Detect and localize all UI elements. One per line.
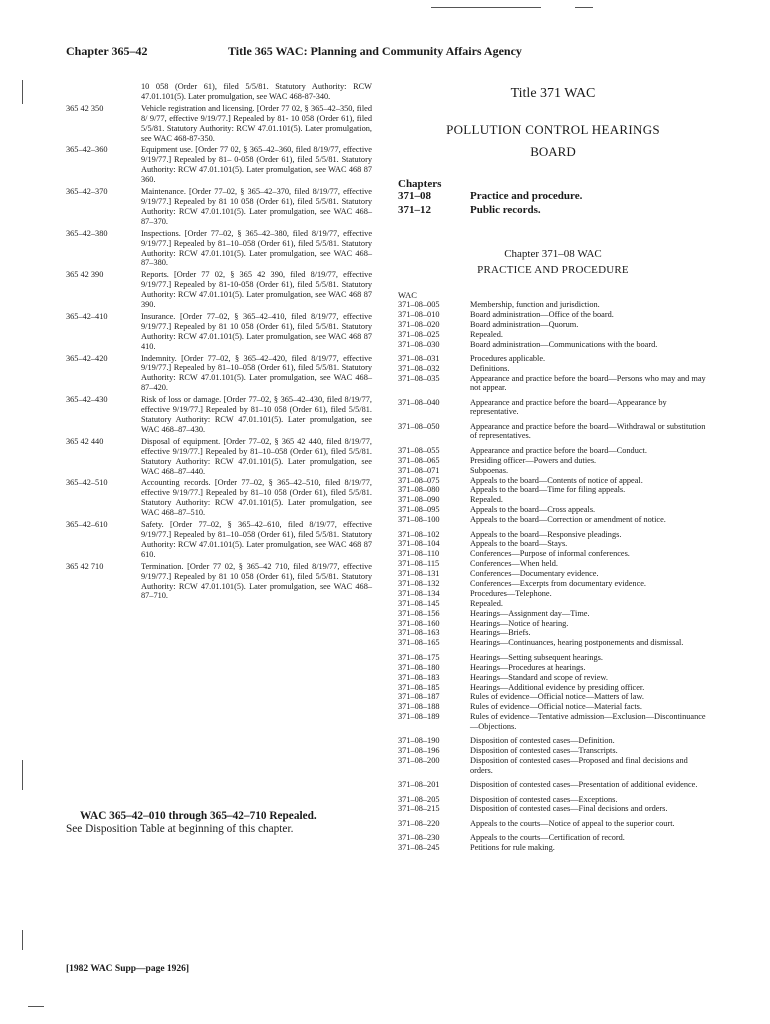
toc-section-title: Hearings—Additional evidence by presiding officer. xyxy=(470,682,645,692)
toc-section-number: 371–08–095 xyxy=(398,505,440,515)
section-text: Equipment use. [Order 77 02, § 365–42–360, filed 8/19/77, effective 9/19/77.] Repealed by 81– 0-058 (Order 61), filed 5/5/81. Statutory Authority: RCW 47.01.101(5). Later promulgation, see WAC 468 87 360. xyxy=(141,145,372,185)
section-entry xyxy=(66,187,372,227)
toc-section-title: Appeals to the courts—Notice of appeal to the superior court. xyxy=(470,818,675,828)
toc-section-title: Appearance and practice before the board—Persons who may and may not appear. xyxy=(470,373,706,393)
toc-section-title: Disposition of contested cases—Exceptions. xyxy=(470,794,618,804)
toc-section-title: Hearings—Assignment day—Time. xyxy=(470,608,590,618)
section-entry xyxy=(66,395,372,435)
toc-row xyxy=(398,683,708,693)
toc-list xyxy=(398,300,708,853)
toc-row xyxy=(398,780,708,790)
toc-section-number: 371–08–205 xyxy=(398,794,440,804)
toc-row xyxy=(398,736,708,746)
section-number: 365 42 710 xyxy=(66,561,104,571)
section-text: Indemnity. [Order 77–02, § 365–42–420, filed 8/19/77, effective 9/19/77.] Repealed by 81–10–058 (Order 61), filed 5/5/81. Statutory Authority: RCW 47.01.101(5). Later promulgation, see WAC 468–87–420. xyxy=(141,353,372,393)
repealed-note-text: See Disposition Table at beginning of this chapter. xyxy=(66,823,294,835)
section-entry xyxy=(66,312,372,352)
toc-section-title: Conferences—Documentary evidence. xyxy=(470,569,599,579)
toc-section-title: Hearings—Continuances, hearing postponements and dismissal. xyxy=(470,638,684,648)
toc-section-number: 371–08–065 xyxy=(398,455,440,465)
section-text: Disposal of equipment. [Order 77–02, § 365 42 440, filed 8/19/77, effective 9/19/77.] Repealed by 81–10–058 (Order 61), filed 5/5/81. Statutory Authority: RCW 47.01.101(5). Later promulgation, see WAC 468–87–440. xyxy=(141,436,372,476)
toc-section-title: Appeals to the board—Stays. xyxy=(470,539,568,549)
scan-artifact xyxy=(22,760,23,790)
title-heading: Title 371 WAC xyxy=(510,86,596,101)
toc-section-number: 371–08–180 xyxy=(398,662,440,672)
toc-section-title: Disposition of contested cases—Proposed and final decisions and orders. xyxy=(470,756,688,775)
toc-section-title: Hearings—Procedures at hearings. xyxy=(470,662,586,672)
toc-row xyxy=(398,569,708,579)
toc-row xyxy=(398,712,708,731)
toc-section-number: 371–08–025 xyxy=(398,329,440,339)
toc-section-title: Board administration—Communications with the board. xyxy=(470,339,658,349)
section-number: 365–42–360 xyxy=(66,145,108,155)
toc-row xyxy=(398,330,708,340)
toc-section-title: Disposition of contested cases—Presentation of additional evidence. xyxy=(470,780,698,789)
section-text: Vehicle registration and licensing. [Order 77 02, § 365–42–350, filed 8/ 9/77, effective 9/19/77.] Repealed by 81- 10 058 (Order 61), filed 5/5/81. Statutory Authority: RCW 47.01.101(5). Later promulgation, see WAC 468-87-350. xyxy=(141,103,372,143)
toc-section-number: 371–08–134 xyxy=(398,588,440,598)
toc-section-number: 371–08–183 xyxy=(398,672,440,682)
section-number: 365–42–380 xyxy=(66,228,108,238)
toc-section-title: Board administration—Quorum. xyxy=(470,319,579,329)
toc-row xyxy=(398,804,708,814)
section-entry xyxy=(66,354,372,394)
toc-section-title: Conferences—Purpose of informal conferences. xyxy=(470,549,630,559)
section-number: 365 42 350 xyxy=(66,103,104,113)
toc-section-number: 371–08–031 xyxy=(398,354,440,364)
toc-section-title: Hearings—Briefs. xyxy=(470,628,531,638)
toc-row xyxy=(398,692,708,702)
toc-row xyxy=(398,609,708,619)
scan-artifact xyxy=(575,7,593,8)
toc-row xyxy=(398,340,708,350)
toc-row xyxy=(398,422,708,441)
toc-section-number: 371–08–156 xyxy=(398,608,440,618)
toc-section-title: Appeals to the board—Correction or amendment of notice. xyxy=(470,515,666,525)
toc-section-title: Appeals to the board—Contents of notice of appeal. xyxy=(470,475,643,485)
toc-section-number: 371–08–187 xyxy=(398,692,440,702)
section-entry xyxy=(66,562,372,602)
toc-section-number: 371–08–131 xyxy=(398,569,440,579)
toc-section-title: Procedures applicable. xyxy=(470,354,546,364)
chapter-name: PRACTICE AND PROCEDURE xyxy=(477,264,629,276)
toc-row xyxy=(398,619,708,629)
toc-row xyxy=(398,485,708,495)
toc-section-number: 371–08–220 xyxy=(398,818,440,828)
toc-row xyxy=(398,702,708,712)
toc-row xyxy=(398,746,708,756)
toc-section-number: 371–08–165 xyxy=(398,638,440,648)
toc-section-title: Disposition of contested cases—Transcripts. xyxy=(470,746,618,756)
header-chapter: Chapter 365–42 xyxy=(66,44,148,58)
toc-row xyxy=(398,653,708,663)
section-entry xyxy=(66,478,372,518)
section-number: 365–42–610 xyxy=(66,520,108,530)
agency-name-line2: BOARD xyxy=(530,144,576,159)
section-number: 365 42 390 xyxy=(66,270,104,280)
right-column xyxy=(398,82,708,853)
toc-section-number: 371–08–100 xyxy=(398,515,440,525)
toc-row xyxy=(398,515,708,525)
toc-section-number: 371–08–189 xyxy=(398,712,440,722)
toc-row xyxy=(398,663,708,673)
section-text: Maintenance. [Order 77–02, § 365–42–370, filed 8/19/77, effective 9/19/77.] Repealed by 81 10 058 (Order 61), filed 5/5/81. Statutory Authority: RCW 47.01.101(5). Later promulgation, see WAC 468–87–370. xyxy=(141,187,372,226)
toc-section-title: Conferences—When held. xyxy=(470,559,559,569)
toc-section-title: Repealed. xyxy=(470,598,503,608)
toc-section-number: 371–08–201 xyxy=(398,780,440,789)
section-entry xyxy=(66,145,372,185)
toc-row xyxy=(398,530,708,540)
toc-section-title: Rules of evidence—Official notice—Matters of law. xyxy=(470,692,644,702)
section-number: 365–42–410 xyxy=(66,311,108,321)
toc-row xyxy=(398,599,708,609)
agency-name-line1: POLLUTION CONTROL HEARINGS xyxy=(446,122,660,137)
toc-row xyxy=(398,476,708,486)
toc-section-number: 371–08–104 xyxy=(398,539,440,549)
section-entry xyxy=(66,520,372,560)
toc-section-number: 371–08–050 xyxy=(398,421,440,431)
toc-row xyxy=(398,320,708,330)
toc-row xyxy=(398,843,708,853)
wac-label: WAC xyxy=(398,290,417,300)
toc-row xyxy=(398,795,708,805)
toc-section-title: Presiding officer—Powers and duties. xyxy=(470,455,597,465)
toc-section-title: Membership, function and jurisdiction. xyxy=(470,300,600,309)
toc-section-number: 371–08–102 xyxy=(398,529,440,539)
toc-section-number: 371–08–010 xyxy=(398,309,440,319)
toc-row xyxy=(398,456,708,466)
toc-section-number: 371–08–230 xyxy=(398,833,440,843)
section-text: Reports. [Order 77 02, § 365 42 390, filed 8/19/77, effective 9/19/77.] Repealed by 81-10-058 (Order 61), filed 5/5/81. Statutory Authority: RCW 47.01.101(5). Later promulgation, see WAC 468 87 390. xyxy=(141,270,372,310)
toc-row xyxy=(398,628,708,638)
section-number: 365–42–420 xyxy=(66,353,108,363)
toc-row xyxy=(398,638,708,648)
toc-section-title: Appeals to the board—Cross appeals. xyxy=(470,505,596,515)
toc-section-number: 371–08–132 xyxy=(398,579,440,589)
toc-section-number: 371–08–075 xyxy=(398,475,440,485)
toc-row xyxy=(398,589,708,599)
toc-section-number: 371–08–196 xyxy=(398,746,440,756)
toc-section-number: 371–08–055 xyxy=(398,445,440,455)
toc-section-title: Hearings—Setting subsequent hearings. xyxy=(470,652,603,662)
chapter-heading: Chapter 371–08 WAC xyxy=(504,248,602,260)
toc-row xyxy=(398,549,708,559)
chapter-number: 371–08 xyxy=(398,190,431,202)
toc-row xyxy=(398,833,708,843)
toc-section-title: Definitions. xyxy=(470,363,510,373)
toc-section-number: 371–08–032 xyxy=(398,363,440,373)
toc-section-title: Appearance and practice before the board—Withdrawal or substitution of representatives. xyxy=(470,421,706,441)
toc-row xyxy=(398,673,708,683)
toc-section-number: 371–08–188 xyxy=(398,702,440,712)
toc-section-number: 371–08–115 xyxy=(398,559,440,569)
toc-row xyxy=(398,310,708,320)
toc-section-number: 371–08–190 xyxy=(398,736,440,746)
toc-row xyxy=(398,579,708,589)
chapter-number: 371–12 xyxy=(398,204,431,216)
section-number: 365–42–510 xyxy=(66,478,108,488)
toc-section-number: 371–08–020 xyxy=(398,319,440,329)
toc-row xyxy=(398,446,708,456)
toc-section-number: 371–08–090 xyxy=(398,495,440,505)
toc-section-title: Repealed. xyxy=(470,495,503,505)
toc-section-number: 371–08–030 xyxy=(398,339,440,349)
chapter-title: Practice and procedure. xyxy=(470,190,583,202)
chapter-title: Public records. xyxy=(470,204,541,216)
section-entry xyxy=(66,82,372,102)
section-number: 365 42 440 xyxy=(66,436,104,446)
section-text: Risk of loss or damage. [Order 77–02, § 365–42–430, filed 8/19/77, effective 9/19/77.] Repealed by 81–10 058 (Order 61), filed 5/5/81. Statutory Authority: RCW 47.01.101(5). Later promulgation, see WAC 468–87–430. xyxy=(141,395,372,434)
toc-section-title: Rules of evidence—Official notice—Material facts. xyxy=(470,702,642,712)
chapters-list xyxy=(398,190,708,218)
toc-section-number: 371–08–245 xyxy=(398,843,440,853)
toc-section-number: 371–08–185 xyxy=(398,682,440,692)
toc-row xyxy=(398,819,708,829)
section-text: Termination. [Order 77 02, § 365–42 710, filed 8/19/77, effective 9/19/77.] Repealed by 81 10 058 (Order 61), filed 5/5/81. Statutory Authority: RCW 47.01.101(5). Later promulgation, see WAC 468–87–710. xyxy=(141,561,372,601)
toc-section-title: Appearance and practice before the board—Conduct. xyxy=(470,445,647,455)
section-text: Insurance. [Order 77–02, § 365–42–410, filed 8/19/77, effective 9/19/77.] Repealed by 81 10 058 (Order 61), filed 5/5/81. Statutory Authority: RCW 47.01.101(5). Later promulgation, see WAC 468 87 410. xyxy=(141,311,372,351)
toc-section-number: 371–08–071 xyxy=(398,465,440,475)
chapters-label: Chapters xyxy=(398,178,442,190)
toc-section-number: 371–08–110 xyxy=(398,549,440,559)
toc-row xyxy=(398,539,708,549)
section-text: Safety. [Order 77–02, § 365–42–610, filed 8/19/77, effective 9/19/77.] Repealed by 81–10–058 (Order 61), filed 5/5/81. Statutory Authority: RCW 47.01.101(5). Later promulgation, see WAC 468 87 610. xyxy=(141,520,372,559)
toc-section-title: Appeals to the board—Responsive pleadings. xyxy=(470,529,622,539)
repealed-note-heading: WAC 365–42–010 through 365–42–710 Repealed. xyxy=(80,810,317,822)
toc-row xyxy=(398,364,708,374)
chapter-row xyxy=(398,204,708,218)
scan-artifact xyxy=(22,80,23,104)
toc-section-title: Petitions for rule making. xyxy=(470,843,555,853)
repealed-note xyxy=(66,810,376,836)
toc-row xyxy=(398,466,708,476)
section-entry xyxy=(66,104,372,144)
toc-row xyxy=(398,756,708,775)
toc-section-number: 371–08–145 xyxy=(398,598,440,608)
header-title: Title 365 WAC: Planning and Community Affairs Agency xyxy=(228,44,522,58)
toc-section-title: Repealed. xyxy=(470,329,503,339)
toc-row xyxy=(398,495,708,505)
toc-section-title: Procedures—Telephone. xyxy=(470,588,552,598)
toc-section-title: Hearings—Standard and scope of review. xyxy=(470,672,608,682)
toc-row xyxy=(398,398,708,417)
toc-section-title: Appeals to the courts—Certification of record. xyxy=(470,833,625,843)
chapter-row xyxy=(398,190,708,204)
toc-section-number: 371–08–215 xyxy=(398,804,440,814)
section-text: Accounting records. [Order 77–02, § 365–42–510, filed 8/19/77, effective 9/19/77.] Repealed by 81–10 058 (Order 61), filed 5/5/81. Statutory Authority: RCW 47.01.101(5). Later promulgation, see WAC 468–87–510. xyxy=(141,478,372,518)
toc-row xyxy=(398,559,708,569)
toc-section-number: 371–08–200 xyxy=(398,756,440,765)
scan-artifact xyxy=(22,930,23,950)
toc-section-title: Subpoenas. xyxy=(470,465,509,475)
toc-section-title: Appearance and practice before the board—Appearance by representative. xyxy=(470,397,667,417)
toc-section-number: 371–08–040 xyxy=(398,397,440,407)
toc-section-title: Appeals to the board—Time for filing appeals. xyxy=(470,485,626,495)
left-column xyxy=(66,82,372,603)
toc-section-number: 371–08–163 xyxy=(398,628,440,638)
section-entry xyxy=(66,437,372,477)
toc-section-number: 371–08–035 xyxy=(398,373,440,383)
section-number: 365–42–370 xyxy=(66,187,108,197)
toc-section-number: 371–08–005 xyxy=(398,300,440,309)
scan-artifact xyxy=(28,1006,44,1007)
section-text: 10 058 (Order 61), filed 5/5/81. Statutory Authority: RCW 47.01.101(5). Later promulgation, see WAC 468-87-340. xyxy=(141,82,372,101)
toc-row xyxy=(398,505,708,515)
section-text: Inspections. [Order 77–02, § 365–42–380, filed 8/19/77, effective 9/19/77.] Repealed by 81–10–058 (Order 61), filed 5/5/81. Statutory Authority: RCW 47.01.101(5). Later promulgation, see WAC 468–87–380. xyxy=(141,228,372,268)
section-number: 365–42–430 xyxy=(66,395,108,405)
toc-section-title: Disposition of contested cases—Final decisions and orders. xyxy=(470,804,668,814)
toc-section-number: 371–08–160 xyxy=(398,618,440,628)
toc-section-title: Board administration—Office of the board. xyxy=(470,309,614,319)
toc-section-title: Rules of evidence—Tentative admission—Exclusion—Discontinuance—Objections. xyxy=(470,712,706,731)
scan-artifact xyxy=(431,7,541,8)
toc-row xyxy=(398,374,708,393)
toc-section-number: 371–08–080 xyxy=(398,485,440,495)
toc-section-number: 371–08–175 xyxy=(398,652,440,662)
toc-row xyxy=(398,300,708,310)
toc-row xyxy=(398,354,708,364)
page-footer: [1982 WAC Supp—page 1926] xyxy=(66,964,190,974)
toc-section-title: Disposition of contested cases—Definition. xyxy=(470,736,615,746)
toc-section-title: Hearings—Notice of hearing. xyxy=(470,618,569,628)
section-entry xyxy=(66,270,372,310)
section-entry xyxy=(66,229,372,269)
toc-section-title: Conferences—Excerpts from documentary evidence. xyxy=(470,579,647,589)
